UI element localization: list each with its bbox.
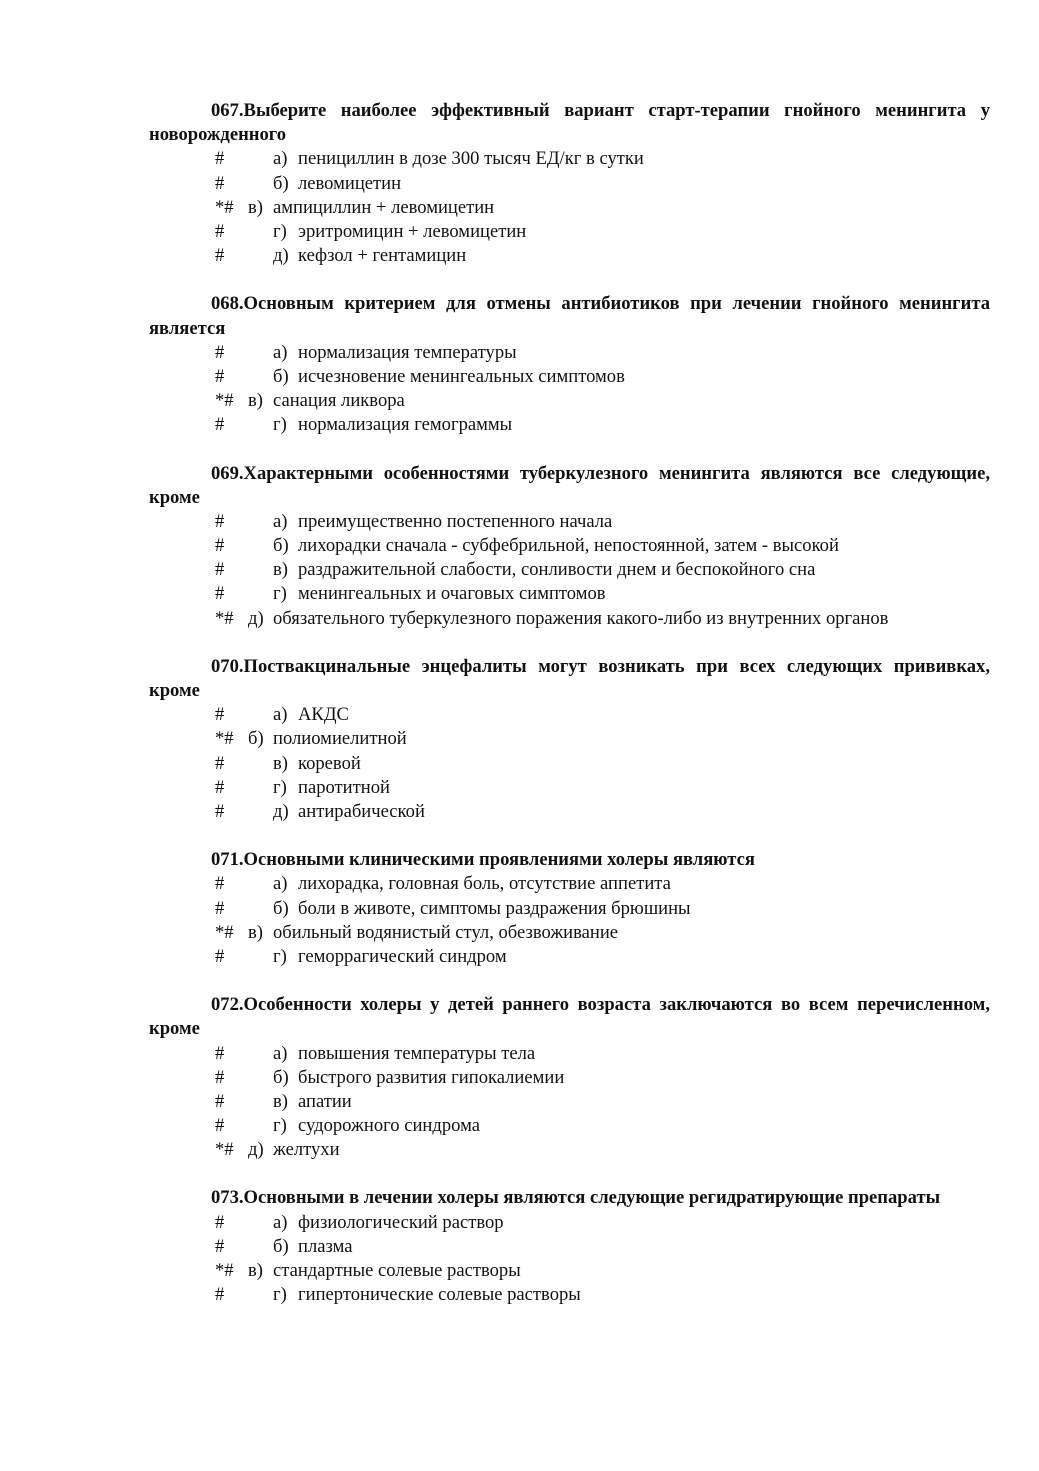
- option-letter: б): [248, 728, 264, 750]
- option-text: физиологический раствор: [298, 1211, 504, 1233]
- answer-options: [149, 341, 990, 438]
- option-text: антирабической: [298, 801, 425, 822]
- answer-option: [149, 365, 990, 389]
- option-letter: в): [248, 1260, 263, 1282]
- answer-option: [149, 172, 990, 196]
- option-text: боли в животе, симптомы раздражения брюшины: [298, 897, 691, 919]
- answer-option: [149, 220, 990, 244]
- option-marker: #: [215, 776, 225, 798]
- option-text: коревой: [298, 752, 361, 774]
- option-marker: *#: [215, 390, 234, 412]
- answer-option: [149, 1211, 990, 1235]
- question-block: [149, 99, 990, 268]
- option-marker: #: [215, 414, 225, 436]
- answer-option: [149, 800, 990, 824]
- option-text: апатии: [298, 1090, 352, 1112]
- option-text: судорожного синдрома: [298, 1115, 480, 1137]
- option-letter: д): [273, 801, 289, 822]
- answer-option: [149, 1235, 990, 1259]
- option-marker: #: [215, 245, 225, 267]
- option-letter: г): [273, 1115, 287, 1137]
- option-letter: а): [273, 148, 288, 170]
- question-stem: 071.Основными клиническими проявлениями холеры являются: [211, 849, 755, 871]
- option-letter: в): [248, 196, 263, 218]
- answer-options: [149, 1211, 990, 1308]
- answer-options: [149, 510, 990, 631]
- option-letter: б): [273, 897, 289, 919]
- option-text: санация ликвора: [273, 390, 405, 412]
- question-stem: 069.Характерными особенностями туберкулезного менингита являются все следующие, кроме: [149, 462, 990, 508]
- answer-option: [149, 1114, 990, 1138]
- answer-option: [149, 558, 990, 582]
- option-text: полиомиелитной: [273, 728, 407, 750]
- option-marker: *#: [215, 728, 234, 750]
- option-marker: *#: [215, 921, 234, 943]
- answer-option: [149, 582, 990, 606]
- option-text: ампициллин + левомицетин: [273, 196, 495, 218]
- option-text: раздражительной слабости, сонливости днем и беспокойного сна: [298, 559, 816, 581]
- answer-option-correct: [149, 1259, 990, 1283]
- option-marker: #: [215, 1235, 225, 1257]
- question-stem: 070.Поствакцинальные энцефалиты могут возникать при всех следующих прививках, кроме: [149, 655, 990, 702]
- answer-options: [149, 703, 990, 824]
- option-letter: а): [273, 510, 288, 532]
- option-text: исчезновение менингеальных симптомов: [298, 365, 625, 387]
- option-text: нормализация гемограммы: [298, 414, 513, 436]
- option-marker: #: [215, 897, 225, 919]
- question-block: [149, 848, 990, 969]
- option-marker: #: [215, 873, 225, 895]
- document-page: [149, 99, 990, 1331]
- option-marker: #: [215, 148, 225, 170]
- answer-options: [149, 872, 990, 969]
- option-marker: #: [215, 583, 225, 605]
- option-text: левомицетин: [298, 172, 402, 194]
- answer-option: [149, 510, 990, 534]
- option-letter: б): [273, 535, 289, 557]
- option-text: лихорадка, головная боль, отсутствие аппетита: [298, 873, 671, 895]
- answer-option: [149, 341, 990, 365]
- option-marker: *#: [215, 1139, 234, 1161]
- answer-option-correct: [149, 1138, 990, 1162]
- option-letter: д): [273, 245, 289, 267]
- option-marker: #: [215, 1211, 225, 1233]
- answer-options: [149, 1042, 990, 1163]
- option-text: быстрого развития гипокалиемии: [298, 1066, 565, 1088]
- answer-option: [149, 703, 990, 727]
- question-block: [149, 993, 990, 1162]
- option-letter: б): [273, 1235, 289, 1257]
- option-letter: в): [248, 921, 263, 943]
- option-marker: #: [215, 341, 225, 363]
- answer-option: [149, 147, 990, 171]
- option-marker: #: [215, 1115, 225, 1137]
- option-text: обязательного туберкулезного поражения какого-либо из внутренних органов: [273, 607, 889, 629]
- option-text: геморрагический синдром: [298, 945, 507, 967]
- option-letter: а): [273, 341, 288, 363]
- answer-option: [149, 872, 990, 896]
- option-text: гипертонические солевые растворы: [298, 1284, 581, 1306]
- option-text: пенициллин в дозе 300 тысяч ЕД/кг в сутки: [298, 148, 644, 170]
- answer-option: [149, 1066, 990, 1090]
- option-marker: *#: [215, 607, 234, 629]
- question-stem: 068.Основным критерием для отмены антибиотиков при лечении гнойного менингита является: [149, 293, 990, 339]
- answer-option-correct: [149, 389, 990, 413]
- option-marker: #: [215, 752, 225, 774]
- answer-option: [149, 1042, 990, 1066]
- option-marker: #: [215, 945, 225, 967]
- option-marker: #: [215, 704, 225, 726]
- option-letter: в): [273, 1090, 288, 1112]
- question-block: [149, 462, 990, 631]
- answer-option-correct: [149, 921, 990, 945]
- option-text: повышения температуры тела: [298, 1042, 536, 1064]
- option-marker: #: [215, 365, 225, 387]
- option-text: преимущественно постепенного начала: [298, 510, 613, 532]
- option-letter: а): [273, 1042, 288, 1064]
- option-marker: #: [215, 801, 225, 822]
- answer-option-correct: [149, 196, 990, 220]
- answer-option-correct: [149, 607, 990, 631]
- option-letter: в): [273, 559, 288, 581]
- option-text: обильный водянистый стул, обезвоживание: [273, 921, 619, 943]
- option-letter: в): [273, 752, 288, 774]
- question-stem: 072.Особенности холеры у детей раннего возраста заключаются во всем перечисленном, кроме: [149, 994, 990, 1040]
- option-letter: б): [273, 365, 289, 387]
- option-letter: а): [273, 704, 288, 726]
- option-letter: г): [273, 414, 287, 436]
- option-letter: а): [273, 873, 288, 895]
- option-marker: #: [215, 220, 225, 242]
- option-text: АКДС: [298, 704, 349, 726]
- option-letter: д): [248, 607, 264, 629]
- option-letter: б): [273, 172, 289, 194]
- option-text: паротитной: [298, 776, 390, 798]
- option-text: менингеальных и очаговых симптомов: [298, 583, 606, 605]
- option-letter: в): [248, 390, 263, 412]
- option-letter: г): [273, 1284, 287, 1306]
- question-stem: 067.Выберите наиболее эффективный вариант старт-терапии гнойного менингита у новорожденного: [149, 100, 990, 146]
- answer-option: [149, 945, 990, 969]
- option-letter: а): [273, 1211, 288, 1233]
- option-marker: #: [215, 535, 225, 557]
- answer-option: [149, 1283, 990, 1307]
- option-marker: #: [215, 1042, 225, 1064]
- option-text: эритромицин + левомицетин: [298, 220, 527, 242]
- answer-option: [149, 534, 990, 558]
- answer-option: [149, 244, 990, 268]
- option-marker: *#: [215, 1260, 234, 1282]
- option-text: лихорадки сначала - субфебрильной, непостоянной, затем - высокой: [298, 535, 839, 557]
- option-letter: г): [273, 583, 287, 605]
- answer-option: [149, 752, 990, 776]
- option-text: желтухи: [273, 1139, 340, 1161]
- option-letter: г): [273, 220, 287, 242]
- option-marker: #: [215, 559, 225, 581]
- answer-option: [149, 776, 990, 800]
- question-block: [149, 292, 990, 437]
- option-marker: #: [215, 1066, 225, 1088]
- question-block: [149, 655, 990, 824]
- answer-option: [149, 897, 990, 921]
- answer-option: [149, 1090, 990, 1114]
- option-letter: б): [273, 1066, 289, 1088]
- question-stem: 073.Основными в лечении холеры являются следующие регидратирующие препараты: [211, 1187, 941, 1209]
- option-letter: г): [273, 776, 287, 798]
- option-text: плазма: [298, 1235, 353, 1257]
- answer-option-correct: [149, 727, 990, 751]
- option-text: стандартные солевые растворы: [273, 1260, 521, 1282]
- option-text: нормализация температуры: [298, 341, 517, 363]
- option-marker: #: [215, 172, 225, 194]
- option-marker: #: [215, 1284, 225, 1306]
- option-letter: д): [248, 1139, 264, 1161]
- option-marker: #: [215, 510, 225, 532]
- answer-options: [149, 147, 990, 268]
- answer-option: [149, 413, 990, 437]
- option-text: кефзол + гентамицин: [298, 245, 467, 267]
- option-marker: #: [215, 1090, 225, 1112]
- question-block: [149, 1186, 990, 1307]
- option-letter: г): [273, 945, 287, 967]
- option-marker: *#: [215, 196, 234, 218]
